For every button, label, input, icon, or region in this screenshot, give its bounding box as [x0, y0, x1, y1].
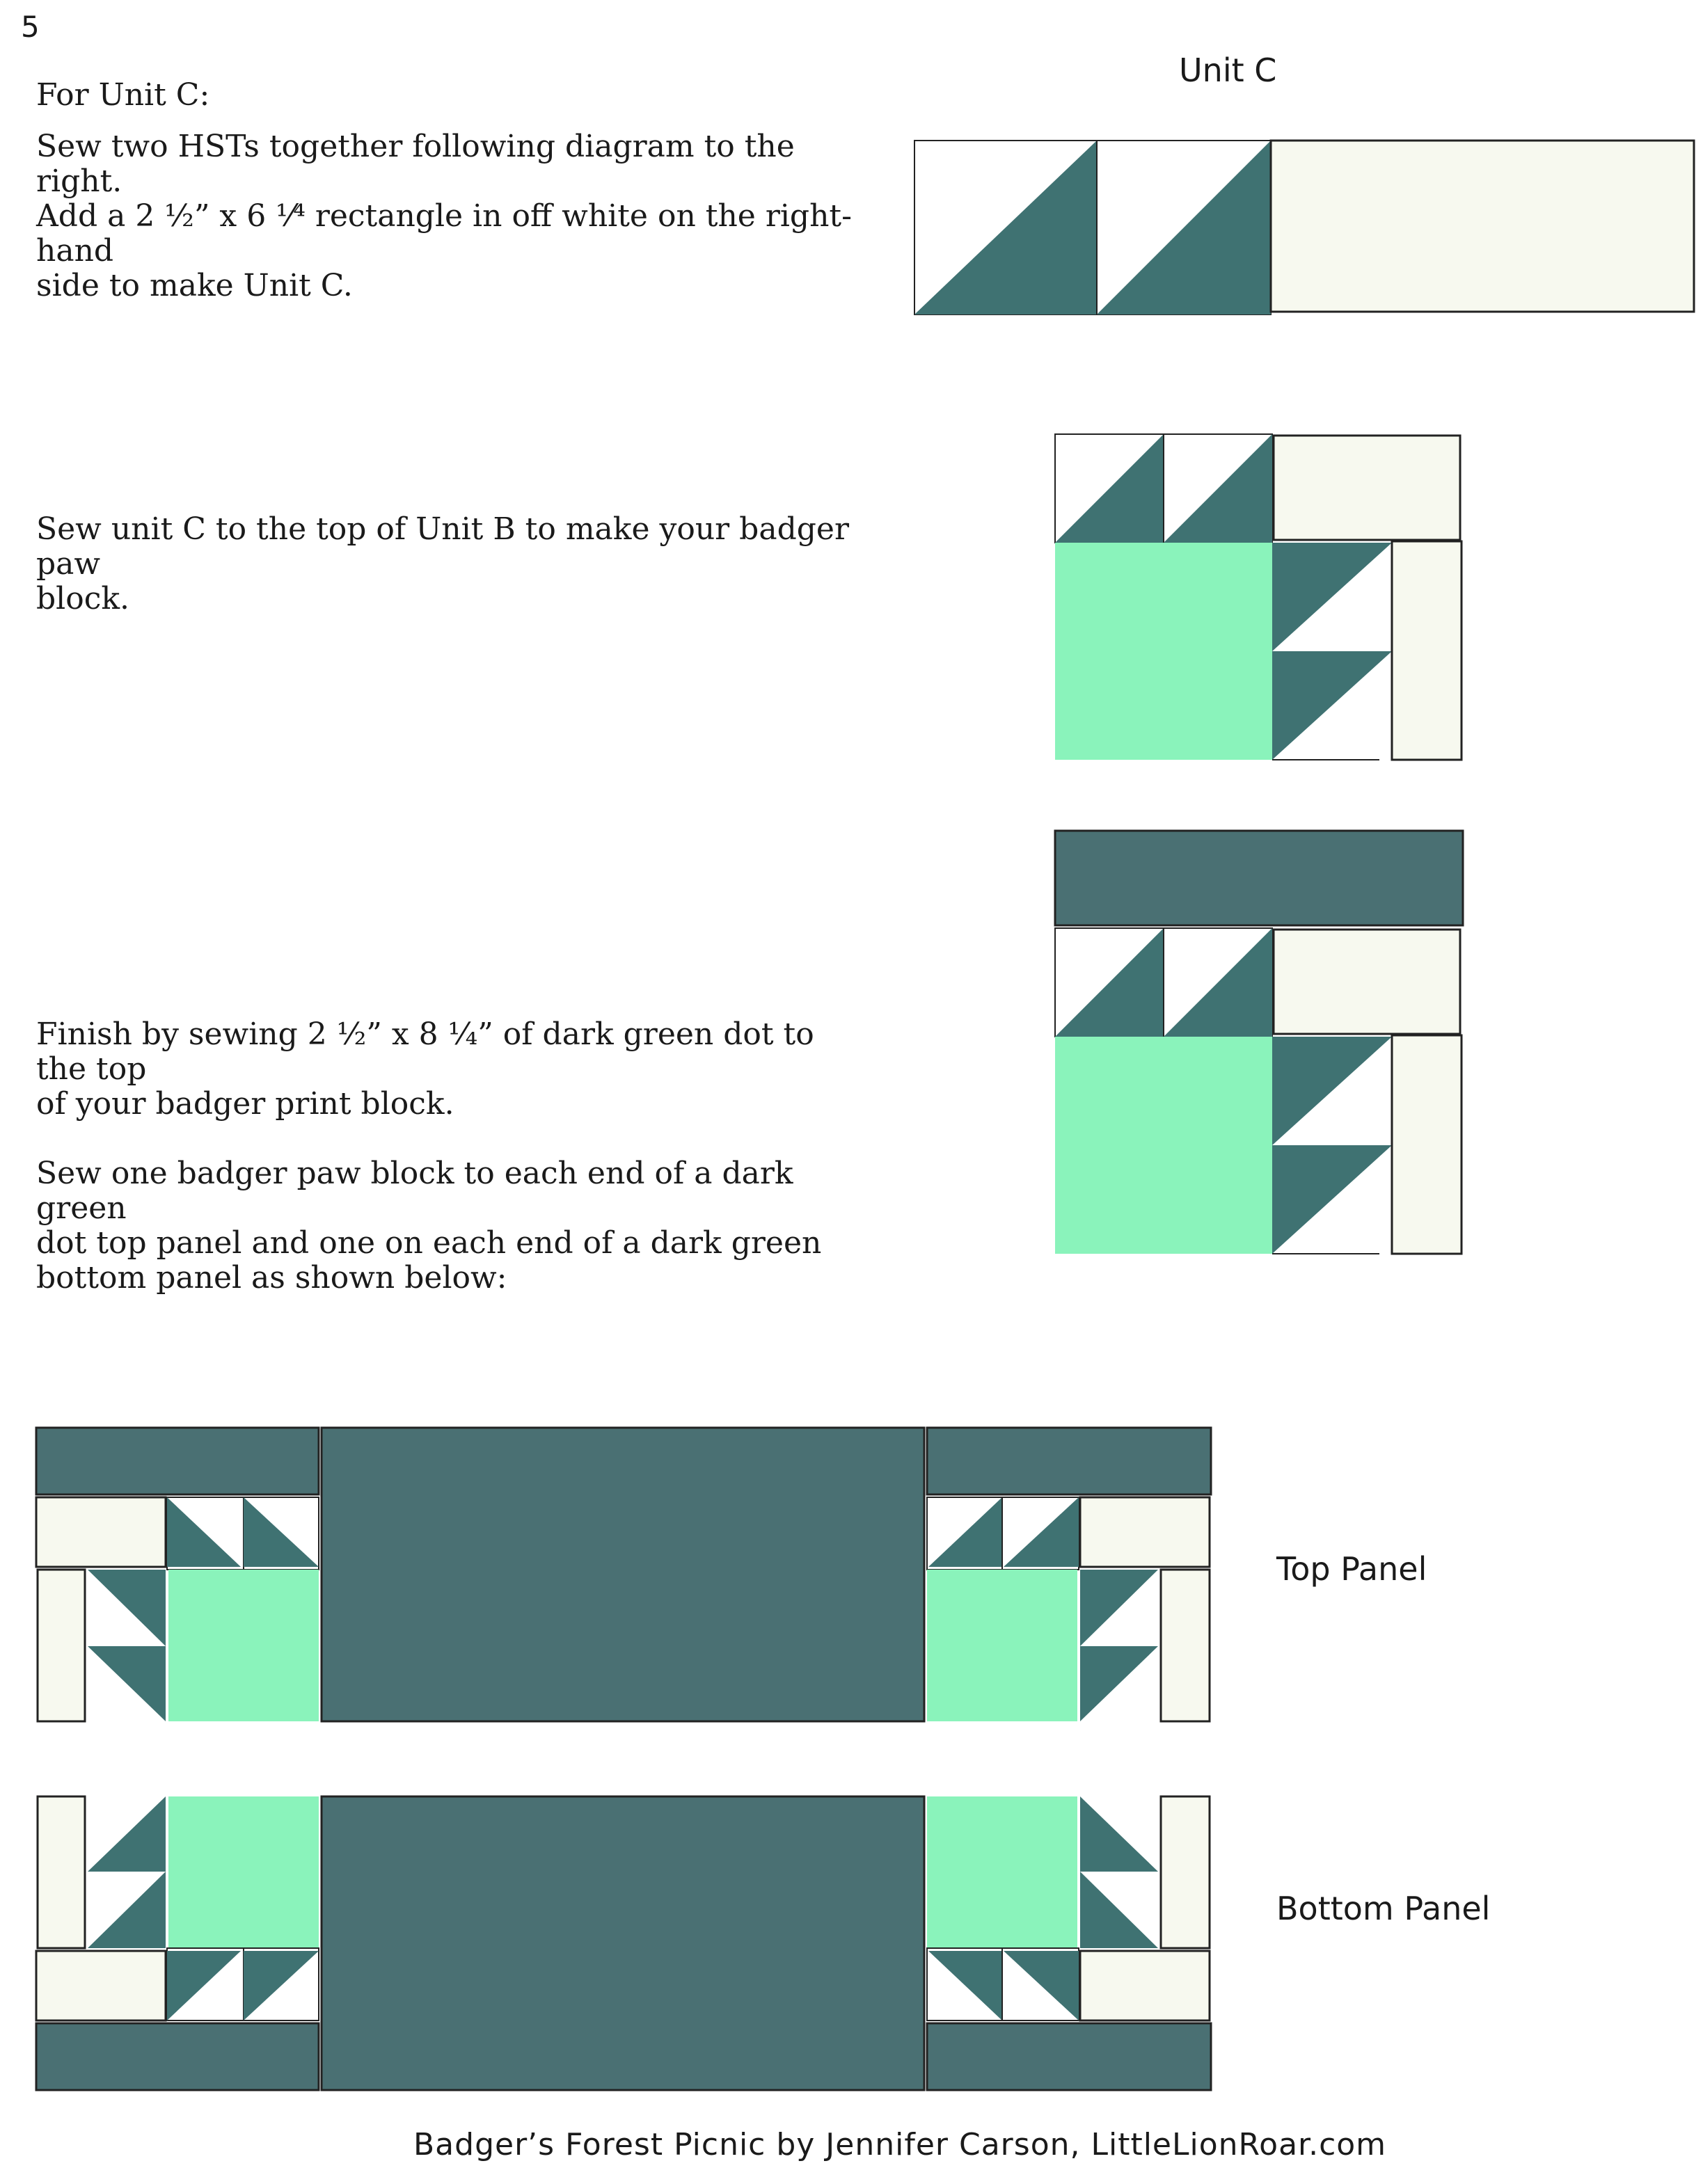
top-panel-diagram: [35, 1425, 1214, 1725]
page-number: 5: [21, 10, 40, 44]
unit-c-instructions: Sew two HSTs together following diagram to the right. Add a 2 ½” x 6 ¹⁄⁴ rectangle in off white on the right-hand side to make Unit C.: [36, 129, 852, 303]
bottom-panel-label: Bottom Panel: [1276, 1890, 1491, 1927]
page-footer: Badger’s Forest Picnic by Jennifer Carson, LittleLionRoar.com: [413, 2127, 1387, 2162]
finished-block-diagram: [1054, 829, 1466, 1255]
unit-c-label: Unit C: [1179, 51, 1277, 89]
sew-unit-c-instructions: Sew unit C to the top of Unit B to make your badger paw block.: [36, 511, 849, 616]
top-panel-label: Top Panel: [1276, 1550, 1427, 1588]
badger-paw-block-diagram: [1054, 433, 1464, 761]
panel-instructions: Sew one badger paw block to each end of a dark green dot top panel and one on each end of a dark green bottom panel as shown below:: [36, 1156, 822, 1296]
bottom-panel-diagram: [35, 1792, 1214, 2093]
finish-instructions: Finish by sewing 2 ½” x 8 ¼” of dark green dot to the top of your badger print block.: [36, 1017, 814, 1122]
unit-c-diagram: [913, 139, 1697, 317]
unit-c-heading: For Unit C:: [36, 77, 210, 113]
